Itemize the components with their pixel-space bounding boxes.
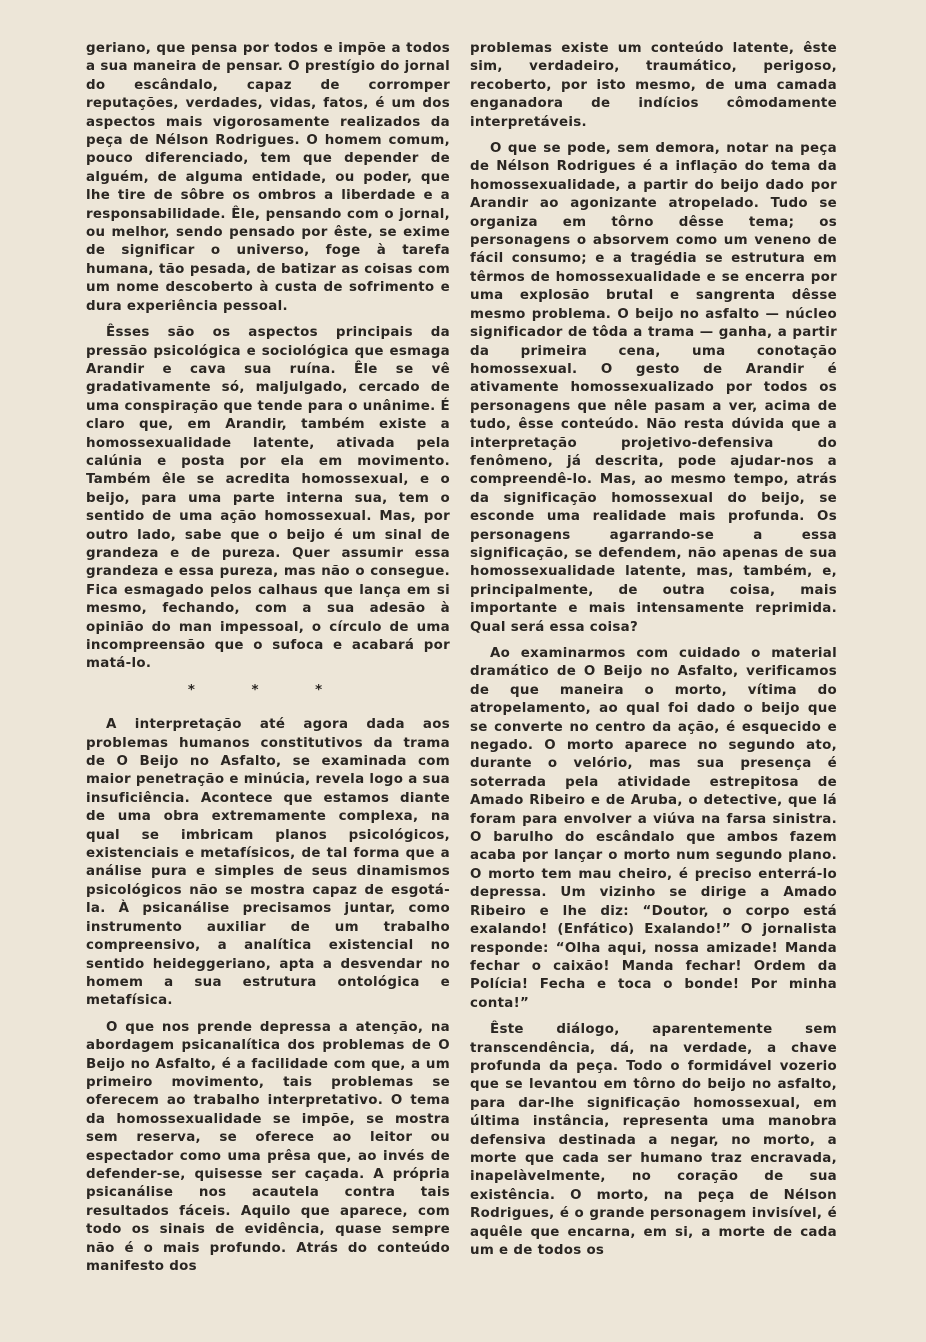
paragraph: A interpretação até agora dada aos problemas humanos constitutivos da trama de O Beijo no Asfalto, se examinada com maior penetração e minúcia, revela logo a sua insuficiência. Acontece que estamos diante de uma obra extremamente complexa, na qual se imbricam planos psicológicos, existenciais e metafísicos, de tal forma que a análise pura e simples de seus dinamismos psicológicos não se mostra capaz de esgotá-la. À psicanálise precisamos juntar, como instrumento auxiliar de um trabalho compreensivo, a analítica existencial no sentido heideggeriano, apta a desvendar no homem a sua estrutura ontológica e metafísica. (86, 717, 450, 1009)
section-separator: * * * (187, 682, 349, 698)
paragraph: geriano, que pensa por todos e impõe a todos a sua maneira de pensar. O prestígio do jornal do escândalo, capaz de corromper reputações, verdades, vidas, fatos, é um dos aspectos mais vigorosamente realizados da peça de Nélson Rodrigues. O homem comum, pouco diferenciado, tem que depender de alguém, de alguma entidade, ou poder, que lhe tire de sôbre os ombros a liberdade e a responsabilidade. Êle, pensando com o jornal, ou melhor, sendo pensado por êste, se exime de significar o universo, foge à tarefa humana, tão pesada, de batizar as coisas com um nome descoberto à custa de sofrimento e dura experiência pessoal. (86, 41, 450, 314)
paragraph: O que nos prende depressa a atenção, na abordagem psicanalítica dos problemas de O Beijo no Asfalto, é a facilidade com que, a um primeiro movimento, tais problemas se oferecem ao trabalho interpretativo. O tema da homossexualidade se impõe, se mostra sem reserva, se oferece ao leitor ou espectador como uma prêsa que, ao invés de defender-se, quisesse ser caçada. A própria psicanálise nos acautela contra tais resultados fáceis. Aquilo que aparece, com todo os sinais de evidência, quase sempre não é o mais profundo. Atrás do conteúdo manifesto dos (86, 1019, 450, 1274)
left-column (86, 40, 450, 1284)
paragraph: Êste diálogo, aparentemente sem transcendência, dá, na verdade, a chave profunda da peça. Todo o formidável vozerio que se levantou em tôrno do beijo no asfalto, para dar-lhe significação homossexual, em última instância, representa uma manobra defensiva destinada a negar, no morto, a morte que cada ser humano traz encravada, inapelàvelmente, no coração de sua existência. O morto, na peça de Nélson Rodrigues, é o grande personagem invisível, é aquêle que encarna, em si, a morte de cada um e de todos os (470, 1022, 837, 1258)
paragraph: Êsses são os aspectos principais da pressão psicológica e sociológica que esmaga Arandir e cava sua ruína. Êle se vê gradativamente só, maljulgado, cercado de uma conspiração que tende para o unânime. É claro que, em Arandir, também existe a homossexualidade latente, ativada pela calúnia e posta por ela em movimento. Também êle se acredita homossexual, e o beijo, para uma parte interna sua, tem o sentido de uma ação homossexual. Mas, por outro lado, sabe que o beijo é um sinal de grandeza e de pureza. Quer assumir essa grandeza e essa pureza, mas não o consegue. Fica esmagado pelos calhaus que lança em si mesmo, fechando, com a sua adesão à opinião do man impessoal, o círculo de uma incompreensão que o sufoca e acabará por matá-lo. (86, 325, 450, 672)
paragraph: problemas existe um conteúdo latente, êste sim, verdadeiro, traumático, perigoso, recoberto, por isto mesmo, de uma camada enganadora de indícios cômodamente interpretáveis. (470, 41, 837, 130)
paragraph: O que se pode, sem demora, notar na peça de Nélson Rodrigues é a inflação do tema da homossexualidade, a partir do beijo dado por Arandir ao agonizante atropelado. Tudo se organiza em tôrno dêsse tema; os personagens o absorvem como um veneno de fácil consumo; e a tragédia se estrutura em têrmos de homossexualidade e se encerra por uma explosão brutal e sangrenta dêsse mesmo problema. O beijo no asfalto — núcleo significador de tôda a trama — ganha, a partir da primeira cena, uma conotação homossexual. O gesto de Arandir é ativamente homossexualizado por todos os personagens que nêle pasam a ver, acima de tudo, êsse conteúdo. Não resta dúvida que a interpretação projetivo-defensiva do fenômeno, já descrita, pode ajudar-nos a compreendê-lo. Mas, ao mesmo tempo, atrás da significação homossexual do beijo, se esconde uma realidade mais profunda. Os personagens agarrando-se a essa significação, se defendem, não apenas de sua homossexualidade latente, mas, também, e, principalmente, de outra coisa, mais importante e mais intensamente reprimida. Qual será essa coisa? (470, 141, 837, 635)
right-column (470, 40, 837, 1268)
paragraph: Ao examinarmos com cuidado o material dramático de O Beijo no Asfalto, verificamos de que maneira o morto, vítima do atropelamento, ao qual foi dado o beijo que se converte no centro da ação, é esquecido e negado. O morto aparece no segundo ato, durante o velório, mas sua presença é soterrada pela atividade estrepitosa de Amado Ribeiro e de Aruba, o detective, que lá foram para envolver a viúva na farsa sinistra. O barulho do escândalo que ambos fazem acaba por lançar o morto num segundo plano. O morto tem mau cheiro, é preciso enterrá-lo depressa. Um vizinho se dirige a Amado Ribeiro e lhe diz: “Doutor, o corpo está exalando! (Enfático) Exalando!” O jornalista responde: “Olha aqui, nossa amizade! Manda fechar o caixão! Manda fechar! Ordem da Polícia! Fecha e toca o bonde! Por minha conta!” (470, 646, 837, 1011)
